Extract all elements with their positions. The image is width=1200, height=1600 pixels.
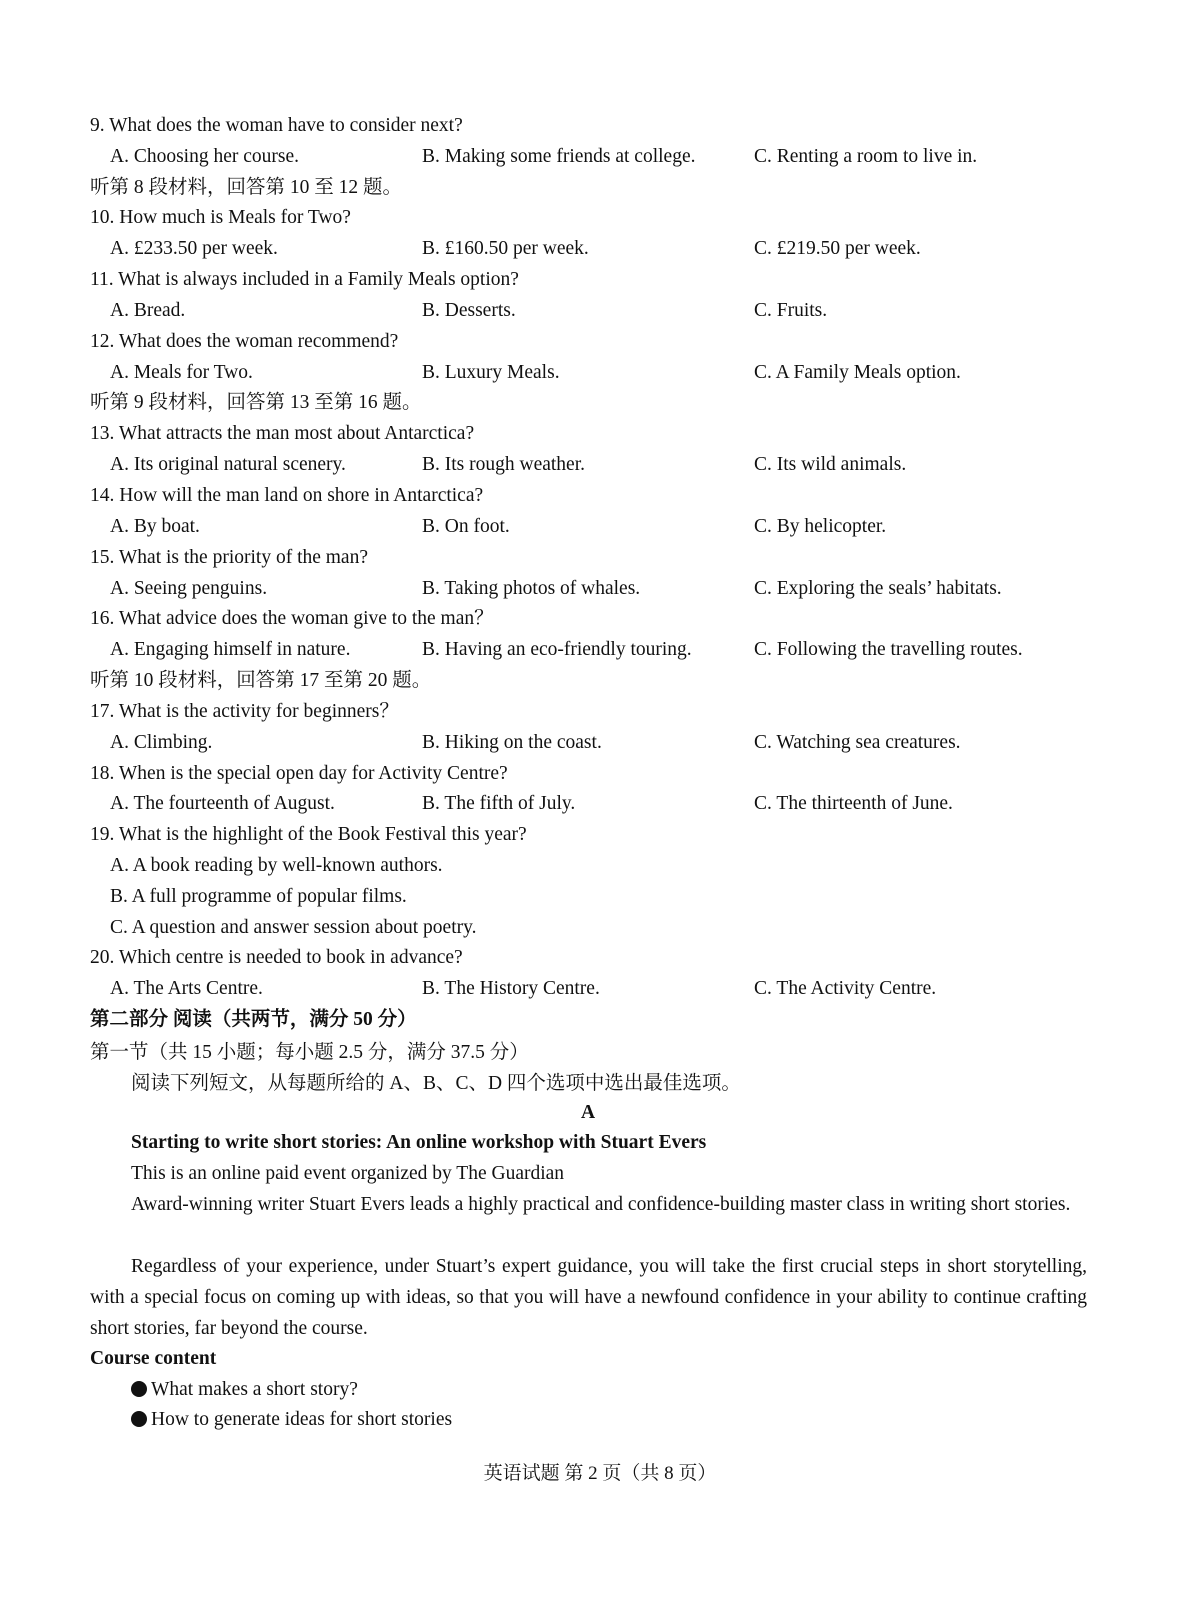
question-stem: 14. How will the man land on shore in Antarctica? — [90, 485, 484, 506]
option-b: B. Hiking on the coast. — [422, 732, 602, 753]
passage-title: Starting to write short stories: An online workshop with Stuart Evers — [131, 1132, 707, 1153]
question-stem: 13. What attracts the man most about Antarctica? — [90, 423, 475, 444]
option-c: C. A question and answer session about poetry. — [110, 917, 477, 938]
list-item-text: How to generate ideas for short stories — [151, 1409, 453, 1430]
option-c: C. £219.50 per week. — [754, 238, 921, 259]
course-content-heading: Course content — [90, 1348, 217, 1369]
option-b: B. Making some friends at college. — [422, 146, 696, 167]
option-b: B. Its rough weather. — [422, 454, 586, 475]
section-instruction: 听第 9 段材料，回答第 13 至第 16 题。 — [90, 392, 422, 413]
question-stem: 17. What is the activity for beginners？ — [90, 701, 399, 722]
option-a: A. The fourteenth of August. — [110, 793, 335, 814]
section-instruction: 听第 8 段材料，回答第 10 至 12 题。 — [90, 177, 403, 198]
option-a: A. Engaging himself in nature. — [110, 639, 351, 660]
option-a: A. £233.50 per week. — [110, 238, 278, 259]
option-a: A. Choosing her course. — [110, 146, 300, 167]
option-c: C. Watching sea creatures. — [754, 732, 961, 753]
option-a: A. Climbing. — [110, 732, 213, 753]
passage-intro: This is an online paid event organized by The Guardian — [131, 1163, 565, 1184]
section-heading: 第一节（共 15 小题；每小题 2.5 分，满分 37.5 分） — [90, 1042, 529, 1063]
question-stem: 18. When is the special open day for Activity Centre? — [90, 763, 508, 784]
list-item — [131, 1378, 358, 1402]
reading-instruction: 阅读下列短文，从每题所给的 A、B、C、D 四个选项中选出最佳选项。 — [131, 1073, 741, 1094]
option-b: B. Taking photos of whales. — [422, 578, 641, 599]
option-a: A. Bread. — [110, 300, 186, 321]
option-a: A. Seeing penguins. — [110, 578, 268, 599]
option-c: C. The thirteenth of June. — [754, 793, 953, 814]
option-c: C. Following the travelling routes. — [754, 639, 1023, 660]
question-stem: 11. What is always included in a Family Meals option? — [90, 269, 519, 290]
question-stem: 9. What does the woman have to consider next? — [90, 115, 463, 136]
option-b: B. The History Centre. — [422, 978, 600, 999]
option-b: B. Having an eco-friendly touring. — [422, 639, 692, 660]
option-c: C. A Family Meals option. — [754, 362, 961, 383]
option-c: C. Exploring the seals’ habitats. — [754, 578, 1002, 599]
option-b: B. The fifth of July. — [422, 793, 576, 814]
question-stem: 15. What is the priority of the man? — [90, 547, 368, 568]
passage-paragraph: Award-winning writer Stuart Evers leads a highly practical and confidence-building master class in writing short stories. — [131, 1194, 1071, 1215]
option-b: B. Desserts. — [422, 300, 516, 321]
list-item-text: What makes a short story? — [151, 1379, 358, 1400]
option-c: C. The Activity Centre. — [754, 978, 937, 999]
question-stem: 10. How much is Meals for Two? — [90, 207, 351, 228]
passage-letter: A — [580, 1102, 596, 1123]
option-a: A. By boat. — [110, 516, 200, 537]
option-a: A. Its original natural scenery. — [110, 454, 346, 475]
question-stem: 12. What does the woman recommend? — [90, 331, 399, 352]
option-b: B. On foot. — [422, 516, 510, 537]
question-stem: 16. What advice does the woman give to the man？ — [90, 608, 494, 629]
list-item — [131, 1408, 452, 1432]
page-footer: 英语试题 第 2 页（共 8 页） — [483, 1463, 717, 1484]
option-b: B. Luxury Meals. — [422, 362, 560, 383]
option-a: A. Meals for Two. — [110, 362, 253, 383]
option-b: B. £160.50 per week. — [422, 238, 589, 259]
question-stem: 19. What is the highlight of the Book Festival this year? — [90, 824, 527, 845]
question-stem: 20. Which centre is needed to book in advance? — [90, 947, 463, 968]
option-c: C. Its wild animals. — [754, 454, 907, 475]
passage-paragraph: Regardless of your experience, under Stuart’s expert guidance, you will take the first crucial steps in short storytelling, with a special focus on coming up with ideas, so that you will have a newfound confidence in your ability to continue crafting short stories, far beyond the course. — [90, 1256, 1087, 1339]
option-a: A. A book reading by well-known authors. — [110, 855, 443, 876]
option-c: C. By helicopter. — [754, 516, 887, 537]
option-a: A. The Arts Centre. — [110, 978, 263, 999]
bullet-icon — [131, 1411, 147, 1427]
option-c: C. Fruits. — [754, 300, 828, 321]
part-heading: 第二部分 阅读（共两节，满分 50 分） — [90, 1009, 417, 1030]
option-c: C. Renting a room to live in. — [754, 146, 978, 167]
bullet-icon — [131, 1381, 147, 1397]
section-instruction: 听第 10 段材料，回答第 17 至第 20 题。 — [90, 670, 432, 691]
option-b: B. A full programme of popular films. — [110, 886, 407, 907]
